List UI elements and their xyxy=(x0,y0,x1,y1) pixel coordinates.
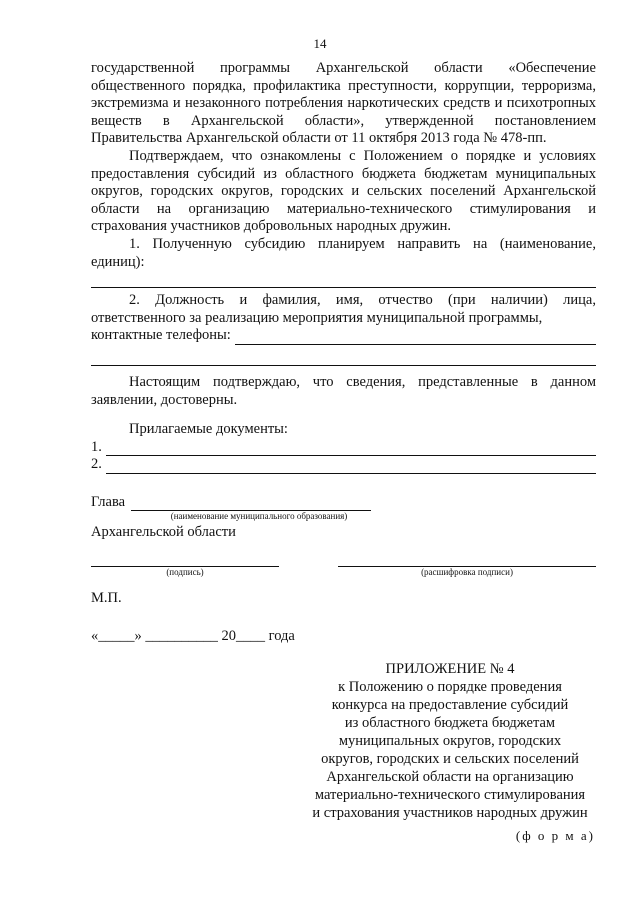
stamp-label: М.П. xyxy=(91,590,122,607)
paragraph-subsidy-purpose: 1. Полученную субсидию планируем направить на (наименование, единиц): xyxy=(91,235,596,270)
doc-number-1: 1. xyxy=(91,438,102,455)
signature-col xyxy=(91,552,279,578)
doc-line-2[interactable] xyxy=(106,459,596,474)
municipality-name-line[interactable] xyxy=(131,496,371,511)
appendix-block xyxy=(290,660,610,822)
appendix-title: ПРИЛОЖЕНИЕ № 4 xyxy=(385,661,515,677)
subsidy-purpose-line[interactable] xyxy=(91,273,596,288)
contacts-row xyxy=(91,327,596,345)
appendix-line: и страхования участников народных дружин xyxy=(312,805,588,821)
doc-number-2: 2. xyxy=(91,456,102,473)
paragraph-attached-docs: Прилагаемые документы: xyxy=(129,421,288,438)
paragraph-confirmation: Подтверждаем, что ознакомлены с Положением о порядке и условиях предоставления субсидий из областного бюджета бюджетам муниципальных округов, городских округов, городских и сельских поселений Архангельской области на организацию материально-технического стимулирования и страхования участников добровольных народных дружин. xyxy=(91,147,596,235)
form-label: (ф о р м а) xyxy=(515,828,595,843)
paragraph-program: государственной программы Архангельской области «Обеспечение общественного порядка, профилактика преступности, коррупции, терроризма, экстремизма и незаконного потребления наркотических средств и психотропных веществ в Архангельской области», утвержденной постановлением Правительства Архангельской области от 11 октября 2013 года № 478-пп. xyxy=(91,60,596,147)
paragraph-attestation: Настоящим подтверждаю, что сведения, представленные в данном заявлении, достоверны. xyxy=(91,373,596,408)
doc-row-1 xyxy=(91,439,596,457)
contacts-line[interactable] xyxy=(235,330,596,345)
signature-line[interactable] xyxy=(91,552,279,567)
head-row xyxy=(91,494,596,512)
paragraph-responsible-person: 2. Должность и фамилия, имя, отчество (при наличии) лица, ответственного за реализацию мероприятия муниципальной программы, xyxy=(91,292,596,326)
signature-row xyxy=(91,552,596,578)
appendix-line: Архангельской области на организацию xyxy=(326,769,574,785)
signature-decode-col xyxy=(338,552,596,578)
subsidy-purpose-field[interactable] xyxy=(91,273,596,288)
contacts-extra-line[interactable] xyxy=(91,351,596,366)
head-block xyxy=(91,494,596,542)
signature-decode-line[interactable] xyxy=(338,552,596,567)
doc-line-1[interactable] xyxy=(106,441,596,456)
appendix-line: муниципальных округов, городских xyxy=(338,733,562,749)
appendix-line: к Положению о порядке проведения xyxy=(338,679,562,695)
doc-row-2 xyxy=(91,456,596,474)
contacts-extra-field[interactable] xyxy=(91,351,596,366)
page-number: 14 xyxy=(313,36,327,51)
signature-caption: (подпись) xyxy=(166,567,204,578)
head-label: Глава xyxy=(91,493,126,510)
region-label: Архангельской области xyxy=(91,524,236,541)
appendix-line: из областного бюджета бюджетам xyxy=(344,715,556,731)
appendix-line: материально-технического стимулирования xyxy=(314,787,586,803)
contacts-label: контактные телефоны: xyxy=(91,327,231,344)
date-line: «_____» __________ 20____ года xyxy=(91,627,295,644)
appendix-line: конкурса на предоставление субсидий xyxy=(331,697,569,713)
appendix-line: округов, городских и сельских поселений xyxy=(321,751,579,767)
signature-decode-caption: (расшифровка подписи) xyxy=(421,567,513,578)
document-body xyxy=(91,60,596,645)
municipality-caption: (наименование муниципального образования) xyxy=(170,511,348,522)
